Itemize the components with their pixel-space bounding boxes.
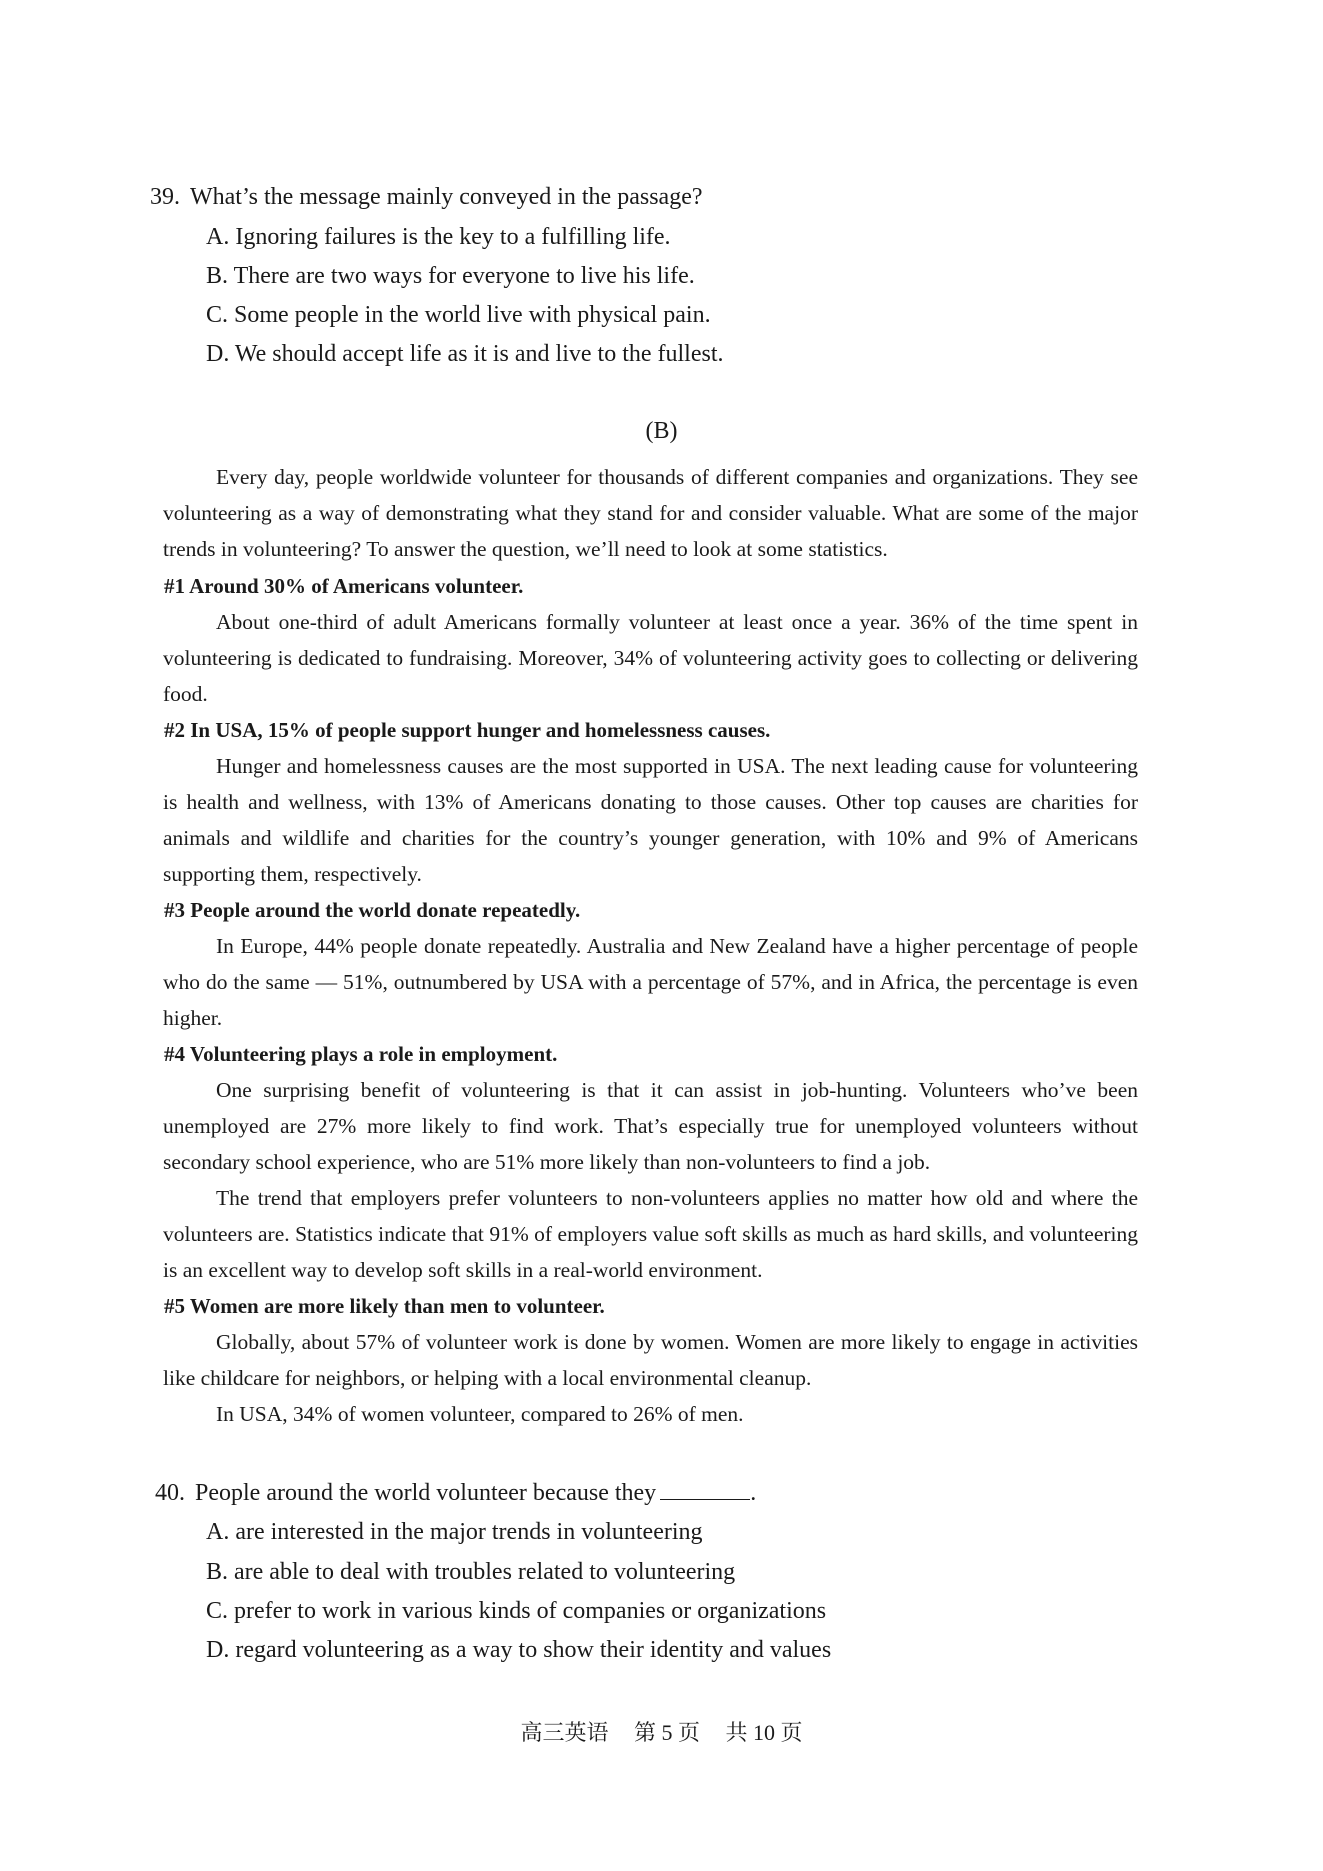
trend-heading-5: #5 Women are more likely than men to volunteer.	[164, 1294, 605, 1318]
q40-option-b: B. are able to deal with troubles related to volunteering	[206, 1559, 736, 1585]
question-text: What’s the message mainly conveyed in the passage?	[190, 184, 703, 210]
trend-paragraph-5b: In USA, 34% of women volunteer, compared to 26% of men.	[216, 1402, 744, 1426]
trend-heading-1: #1 Around 30% of Americans volunteer.	[164, 574, 524, 598]
trend-paragraph-2: Hunger and homelessness causes are the most supported in USA. The next leading cause for volunteering is health and wellness, with 13% of Americans donating to those causes. Other top causes are charities for animals and wildlife and charities for the country’s younger generation, with 10% and 9% of Americans supporting them, respectively.	[163, 754, 1138, 886]
q40-option-a: A. are interested in the major trends in volunteering	[206, 1519, 703, 1545]
trend-paragraph-1: About one-third of adult Americans formally volunteer at least once a year. 36% of the time spent in volunteering is dedicated to fundraising. Moreover, 34% of volunteering activity goes to collecting or delivering food.	[163, 610, 1138, 706]
question-number: 40.	[155, 1480, 185, 1506]
trend-heading-3: #3 People around the world donate repeatedly.	[164, 898, 581, 922]
q39-option-c: C. Some people in the world live with physical pain.	[206, 302, 711, 328]
q39-option-d: D. We should accept life as it is and live to the fullest.	[206, 341, 724, 367]
trend-paragraph-4b: The trend that employers prefer volunteers to non-volunteers applies no matter how old and where the volunteers are. Statistics indicate that 91% of employers value soft skills as much as hard skills, and volunteering is an excellent way to develop soft skills in a real-world environment.	[163, 1186, 1138, 1282]
trend-heading-2: #2 In USA, 15% of people support hunger and homelessness causes.	[164, 718, 771, 742]
footer-total-pages: 共 10 页	[725, 1720, 803, 1745]
question-40-stem	[155, 1474, 756, 1512]
footer-subject: 高三英语	[520, 1720, 609, 1745]
question-39-stem	[150, 178, 703, 216]
trend-paragraph-3: In Europe, 44% people donate repeatedly. Australia and New Zealand have a higher percentage of people who do the same — 51%, outnumbered by USA with a percentage of 57%, and in Africa, the percentage is even higher.	[163, 934, 1138, 1030]
trend-heading-4: #4 Volunteering plays a role in employment.	[164, 1042, 558, 1066]
section-label: (B)	[645, 418, 678, 444]
q40-option-c: C. prefer to work in various kinds of companies or organizations	[206, 1598, 827, 1624]
question-text: People around the world volunteer because they	[195, 1480, 657, 1506]
q39-option-b: B. There are two ways for everyone to live his life.	[206, 263, 695, 289]
q40-option-d: D. regard volunteering as a way to show their identity and values	[206, 1637, 832, 1663]
q39-option-a: A. Ignoring failures is the key to a fulfilling life.	[206, 224, 671, 250]
trend-paragraph-5a: Globally, about 57% of volunteer work is done by women. Women are more likely to engage in activities like childcare for neighbors, or helping with a local environmental cleanup.	[163, 1330, 1138, 1390]
question-number: 39.	[150, 184, 180, 210]
trend-paragraph-4a: One surprising benefit of volunteering is that it can assist in job-hunting. Volunteers who’ve been unemployed are 27% more likely to find work. That’s especially true for unemployed volunteers without secondary school experience, who are 51% more likely than non-volunteers to find a job.	[163, 1078, 1138, 1174]
answer-blank	[660, 1479, 750, 1500]
question-end: .	[750, 1480, 757, 1506]
footer-page-number: 第 5 页	[633, 1720, 700, 1745]
passage-intro: Every day, people worldwide volunteer for thousands of different companies and organizations. They see volunteering as a way of demonstrating what they stand for and consider valuable. What are some of the major trends in volunteering? To answer the question, we’ll need to look at some statistics.	[163, 465, 1138, 561]
page-footer	[0, 1716, 1323, 1747]
